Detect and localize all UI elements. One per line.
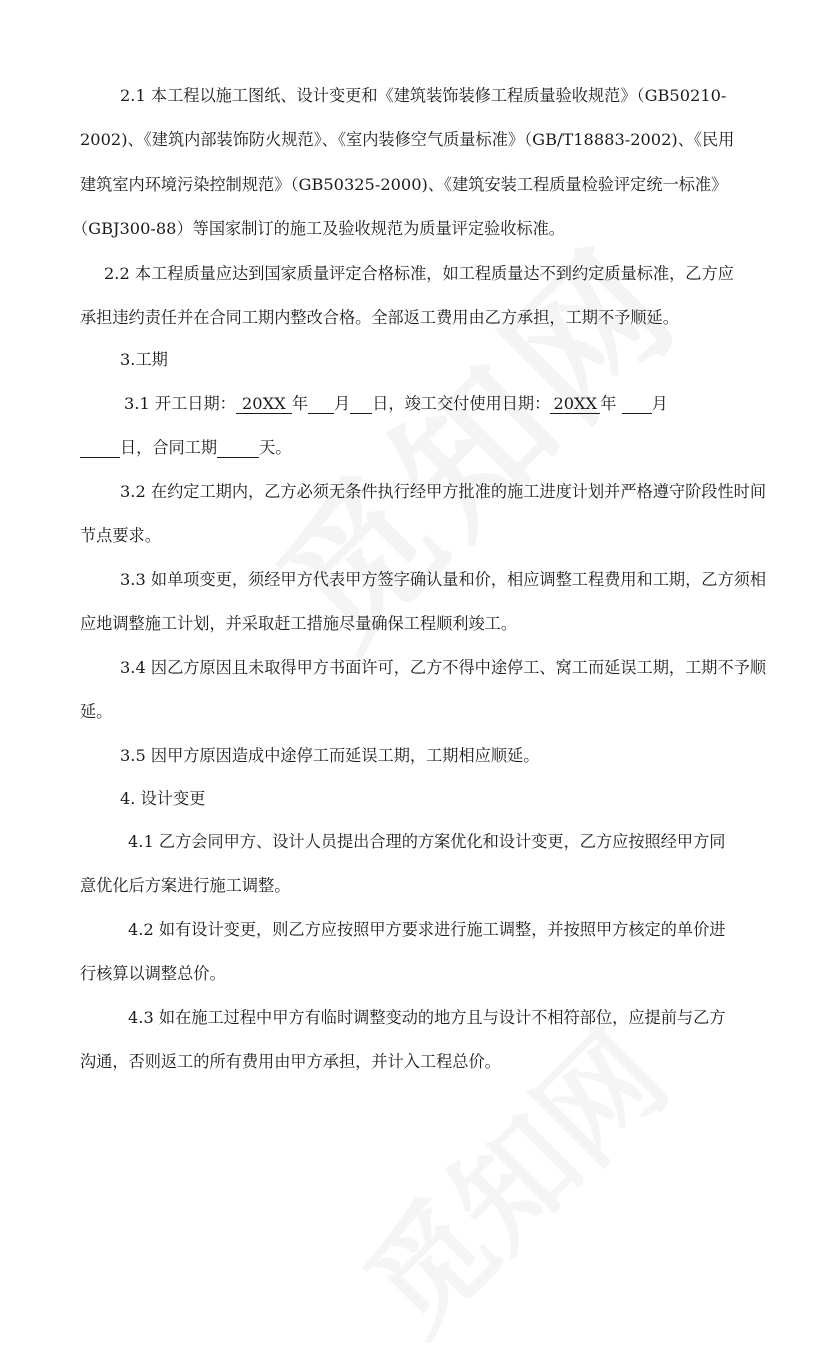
paragraph-4-2-line-2: 行核算以调整总价。 <box>80 964 226 983</box>
section-4-heading: 4. 设计变更 <box>120 789 206 808</box>
start-day-blank <box>350 395 372 414</box>
paragraph-2-1-line-1: 2.1 本工程以施工图纸、设计变更和《建筑装饰装修工程质量验收规范》（GB50210- <box>120 86 727 105</box>
start-date-label: 3.1 开工日期： <box>124 394 236 413</box>
start-year-label: 年 <box>291 394 309 413</box>
completion-year-label: 年 <box>600 394 617 413</box>
paragraph-2-1-line-2: 2002)、《建筑内部装饰防火规范》、《室内装修空气质量标准》（GB/T18883-2002)、《民用 <box>80 130 735 149</box>
paragraph-3-1-line-2 <box>80 438 292 458</box>
paragraph-3-1-line-1 <box>124 394 668 414</box>
completion-year-field: 20XX <box>550 395 600 414</box>
paragraph-2-2-line-1: 2.2 本工程质量应达到国家质量评定合格标准，如工程质量达不到约定质量标准，乙方应 <box>104 264 734 283</box>
completion-month-label: 月 <box>651 394 668 413</box>
watermark-text-bottom <box>322 988 698 1364</box>
paragraph-4-2-line-1: 4.2 如有设计变更，则乙方应按照甲方要求进行施工调整，并按照甲方核定的单价进 <box>128 920 726 939</box>
paragraph-4-3-line-2: 沟通，否则返工的所有费用由甲方承担，并计入工程总价。 <box>80 1052 501 1071</box>
paragraph-2-1-line-3: 建筑室内环境污染控制规范》（GB50325-2000)、《建筑安装工程质量检验评定统一标准》 <box>80 175 728 194</box>
completion-month-blank <box>622 395 652 414</box>
paragraph-3-4-line-1: 3.4 因乙方原因且未取得甲方书面许可，乙方不得中途停工、窝工而延误工期，工期不予顺 <box>120 658 767 677</box>
contract-period-label: 日，合同工期 <box>120 438 218 457</box>
paragraph-2-2-line-2: 承担违约责任并在合同工期内整改合格。全部返工费用由乙方承担，工期不予顺延。 <box>80 308 679 327</box>
paragraph-3-2-line-1: 3.2 在约定工期内，乙方必须无条件执行经甲方批准的施工进度计划并严格遵守阶段性时间 <box>120 482 767 501</box>
paragraph-3-2-line-2: 节点要求。 <box>80 526 161 545</box>
paragraph-3-5-line-1: 3.5 因甲方原因造成中途停工而延误工期，工期相应顺延。 <box>120 746 540 765</box>
start-month-blank <box>308 395 334 414</box>
start-year-field: 20XX <box>236 395 292 414</box>
paragraph-4-3-line-1: 4.3 如在施工过程中甲方有临时调整变动的地方且与设计不相符部位，应提前与乙方 <box>128 1008 726 1027</box>
section-3-heading: 3.工期 <box>120 350 168 369</box>
completion-day-blank <box>80 439 120 458</box>
completion-date-label: 日，竣工交付使用日期： <box>372 394 551 413</box>
contract-days-label: 天。 <box>259 438 292 457</box>
paragraph-4-1-line-1: 4.1 乙方会同甲方、设计人员提出合理的方案优化和设计变更，乙方应按照经甲方同 <box>128 832 726 851</box>
paragraph-4-1-line-2: 意优化后方案进行施工调整。 <box>80 876 291 895</box>
paragraph-2-1-line-4: （GBJ300-88）等国家制订的施工及验收规范为质量评定验收标准。 <box>72 219 565 238</box>
contract-days-blank <box>217 439 259 458</box>
paragraph-3-3-line-1: 3.3 如单项变更，须经甲方代表甲方签字确认量和价，相应调整工程费用和工期，乙方须相 <box>120 570 767 589</box>
start-month-label: 月 <box>334 394 351 413</box>
paragraph-3-3-line-2: 应地调整施工计划，并采取赶工措施尽量确保工程顺利竣工。 <box>80 614 518 633</box>
paragraph-3-4-line-2: 延。 <box>80 702 113 721</box>
